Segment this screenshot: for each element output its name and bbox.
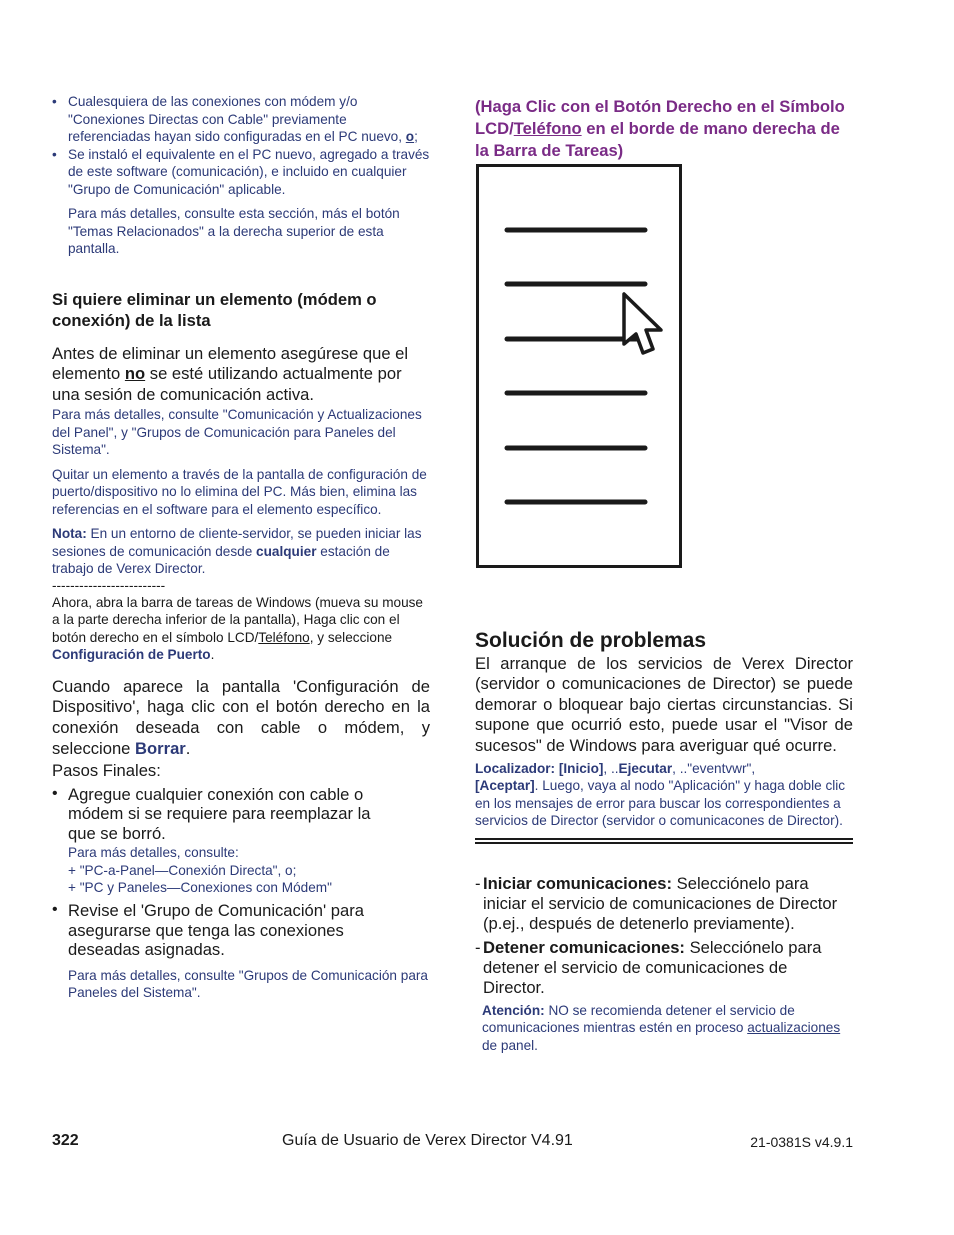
instruction-text: Ahora, abra la barra de tareas de Windows (mueva su mouse a la parte derecha inferior de la pantalla), Haga clic con el botón derecho en el símbolo LCD/Teléfono, y seleccione Configuración de Puerto. — [52, 594, 423, 663]
lcd-menu-illustration — [475, 163, 685, 571]
divider-line: ------------------------- — [52, 577, 166, 593]
stop-comms-menu-item[interactable]: Detener comunicaciones: — [483, 937, 685, 957]
section-title: Solución de problemas — [475, 628, 707, 652]
final-steps-label: Pasos Finales: — [52, 761, 161, 781]
right-column — [475, 96, 853, 1054]
remove-note: Quitar un elemento a través de la pantalla de configuración de puerto/dispositivo no lo elimina del PC. Más bien, elimina las referencias en el software para el elemento específico. — [52, 466, 427, 517]
start-menu-link[interactable]: [Inicio] — [558, 760, 604, 776]
double-rule — [475, 838, 853, 844]
run-link[interactable]: Ejecutar — [618, 760, 673, 776]
requirements-list — [52, 93, 430, 198]
list-item: • Se instaló el equivalente en el PC nuevo, agregado a través de este software (comunicación), e incluido en cualquier "Grupo de Comunicación" aplicable. — [68, 146, 430, 199]
details-note: Para más detalles, consulte "Comunicación y Actualizaciones del Panel", y "Grupos de Comunicación para Paneles del Sistema". — [52, 407, 422, 458]
delete-menu-item[interactable]: Borrar — [135, 738, 186, 758]
list-item: • Revise el 'Grupo de Comunicación' para asegurarse que tenga las conexiones deseadas asignadas. — [68, 901, 430, 960]
warning-paragraph: Antes de eliminar un elemento asegúrese que el elemento no se esté utilizando actualmente por una sesión de comunicación activa. — [52, 343, 409, 404]
telefono-link[interactable]: Teléfono — [258, 629, 310, 645]
list-item: • Agregue cualquier conexión con cable o módem si se requiere para reemplazar la que se borró. Para más detalles, consulte: + "PC-a-Panel—Conexión Directa", o; + "PC y Paneles—Conexiones con Módem" — [68, 785, 430, 897]
updates-link[interactable]: actualizaciones — [747, 1020, 841, 1036]
start-comms-menu-item[interactable]: Iniciar comunicaciones: — [483, 873, 673, 893]
list-item: - Detener comunicaciones: Selecciónelo para detener el servicio de comunicaciones de Director. — [475, 937, 822, 997]
service-options-list — [475, 874, 853, 998]
locator-note: Localizador: [Inicio], ..Ejecutar, .."eventvwr", [Aceptar]. Luego, vaya al nodo "Aplicación" y haga doble clic en los mensajes de error para buscar los correspondientes a servicios de Director (servidor o comunicacones de Director). — [475, 760, 846, 829]
port-config-menu-item[interactable]: Configuración de Puerto — [52, 647, 211, 663]
troubleshoot-paragraph: El arranque de los servicios de Verex Director (servidor o comunicaciones de Director) se puede demorar o bloquear bajo ciertas circunstancias. Si supone que ocurrió esto, puede usar el "Visor de sucesos" de Windows para averiguar qué ocurre. — [475, 653, 853, 755]
telefono-link[interactable]: Teléfono — [513, 119, 582, 139]
document-code: 21-0381S v4.9.1 — [750, 1134, 853, 1150]
or-link[interactable]: o — [405, 129, 415, 144]
details-note: Para más detalles, consulte "Grupos de Comunicación para Paneles del Sistema". — [68, 967, 428, 1001]
nota-note: Nota: En un entorno de cliente-servidor, se pueden iniciar las sesiones de comunicación desde cualquier estación de trabajo de Verex Director. — [52, 526, 422, 577]
taskbar-hint: (Haga Clic con el Botón Derecho en el Símbolo LCD/Teléfono en el borde de mano derecha de la Barra de Tareas) — [475, 97, 845, 161]
details-note: Para más detalles, consulte esta sección, más el botón "Temas Relacionados" a la derecha superior de esta pantalla. — [68, 206, 400, 256]
attention-note: Atención: NO se recomienda detener el servicio de comunicaciones mientras estén en proceso actualizaciones de panel. — [482, 1002, 841, 1053]
document-title: Guía de Usuario de Verex Director V4.91 — [282, 1132, 573, 1149]
section-heading: Si quiere eliminar un elemento (módem o conexión) de la lista — [52, 289, 377, 330]
left-column — [52, 93, 430, 1002]
page-number: 322 — [52, 1132, 79, 1149]
list-item: • Cualesquiera de las conexiones con módem y/o "Conexiones Directas con Cable" previamente referenciadas hayan sido configuradas en el PC nuevo, o; — [68, 93, 430, 146]
list-item: - Iniciar comunicaciones: Selecciónelo para iniciar el servicio de comunicaciones de Director (p.ej., después de detenerlo previamente). — [475, 873, 838, 933]
menu-frame — [478, 165, 681, 566]
final-steps-list — [52, 785, 430, 960]
accept-link[interactable]: [Aceptar] — [475, 778, 535, 794]
delete-paragraph: Cuando aparece la pantalla 'Configuración de Dispositivo', haga clic con el botón derecho en la conexión deseada con cable o módem, y seleccione Borrar. — [52, 676, 430, 758]
